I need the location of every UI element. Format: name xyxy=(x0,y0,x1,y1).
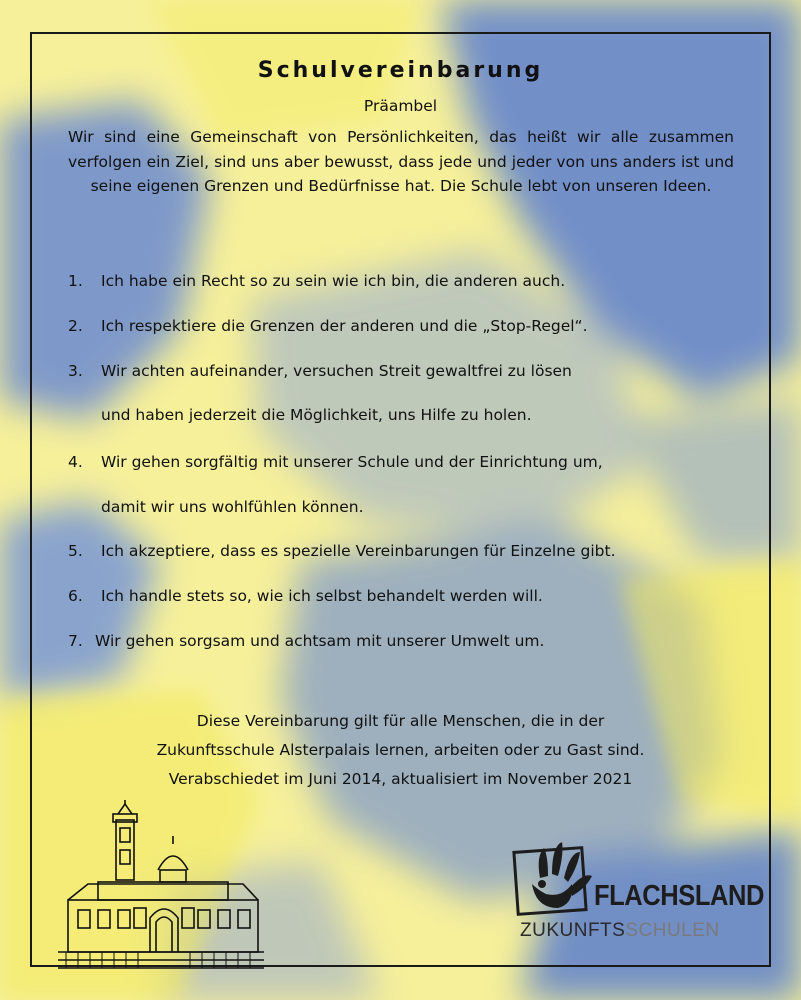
rule-number: 7. xyxy=(68,632,83,650)
closing-line-1: Diese Vereinbarung gilt für alle Menschen, die in der xyxy=(196,712,605,730)
logo-wordmark: FLACHSLAND xyxy=(594,880,764,912)
rule-text-continued: und haben jederzeit die Möglichkeit, uns Hilfe zu holen. xyxy=(101,406,532,424)
rule-number: 3. xyxy=(68,362,83,380)
page-title: Schulvereinbarung xyxy=(257,58,544,83)
rule-number: 2. xyxy=(68,317,83,335)
rule-number: 4. xyxy=(68,453,83,471)
logo-tagline xyxy=(520,920,720,942)
flachsland-logo xyxy=(512,838,764,946)
rule-number: 6. xyxy=(68,587,83,605)
hand-smile-icon xyxy=(512,838,602,918)
logo-tagline-light: SCHULEN xyxy=(625,920,720,941)
rule-number: 1. xyxy=(68,272,83,290)
rule-text: Ich handle stets so, wie ich selbst behandelt werden will. xyxy=(101,587,543,605)
rule-text: Ich akzeptiere, dass es spezielle Vereinbarungen für Einzelne gibt. xyxy=(101,542,616,560)
rule-text: Wir gehen sorgsam und achtsam mit unserer Umwelt um. xyxy=(95,632,545,650)
logo-tagline-bold: ZUKUNFTS xyxy=(520,920,626,941)
preamble-heading: Präambel xyxy=(363,97,438,115)
school-building-illustration xyxy=(58,800,264,970)
closing-line-3: Verabschiedet im Juni 2014, aktualisiert im November 2021 xyxy=(168,770,633,788)
rule-text: Ich respektiere die Grenzen der anderen und die „Stop-Regel“. xyxy=(101,317,588,335)
rule-number: 5. xyxy=(68,542,83,560)
rule-text-continued: damit wir uns wohlfühlen können. xyxy=(101,498,364,516)
closing-line-2: Zukunftsschule Alsterpalais lernen, arbeiten oder zu Gast sind. xyxy=(156,741,645,759)
closing-statement xyxy=(60,707,741,794)
preamble-text: Wir sind eine Gemeinschaft von Persönlichkeiten, das heißt wir alle zusammen verfolgen ein Ziel, sind uns aber bewusst, dass jede und jeder von uns anders ist und seine eigenen Grenzen und Bedürfnisse hat. Die Schule lebt von unseren Ideen. xyxy=(68,128,734,195)
rule-text: Wir gehen sorgfältig mit unserer Schule und der Einrichtung um, xyxy=(101,453,603,471)
rule-text: Ich habe ein Recht so zu sein wie ich bin, die anderen auch. xyxy=(101,272,566,290)
rule-text: Wir achten aufeinander, versuchen Streit gewaltfrei zu lösen xyxy=(101,362,572,380)
